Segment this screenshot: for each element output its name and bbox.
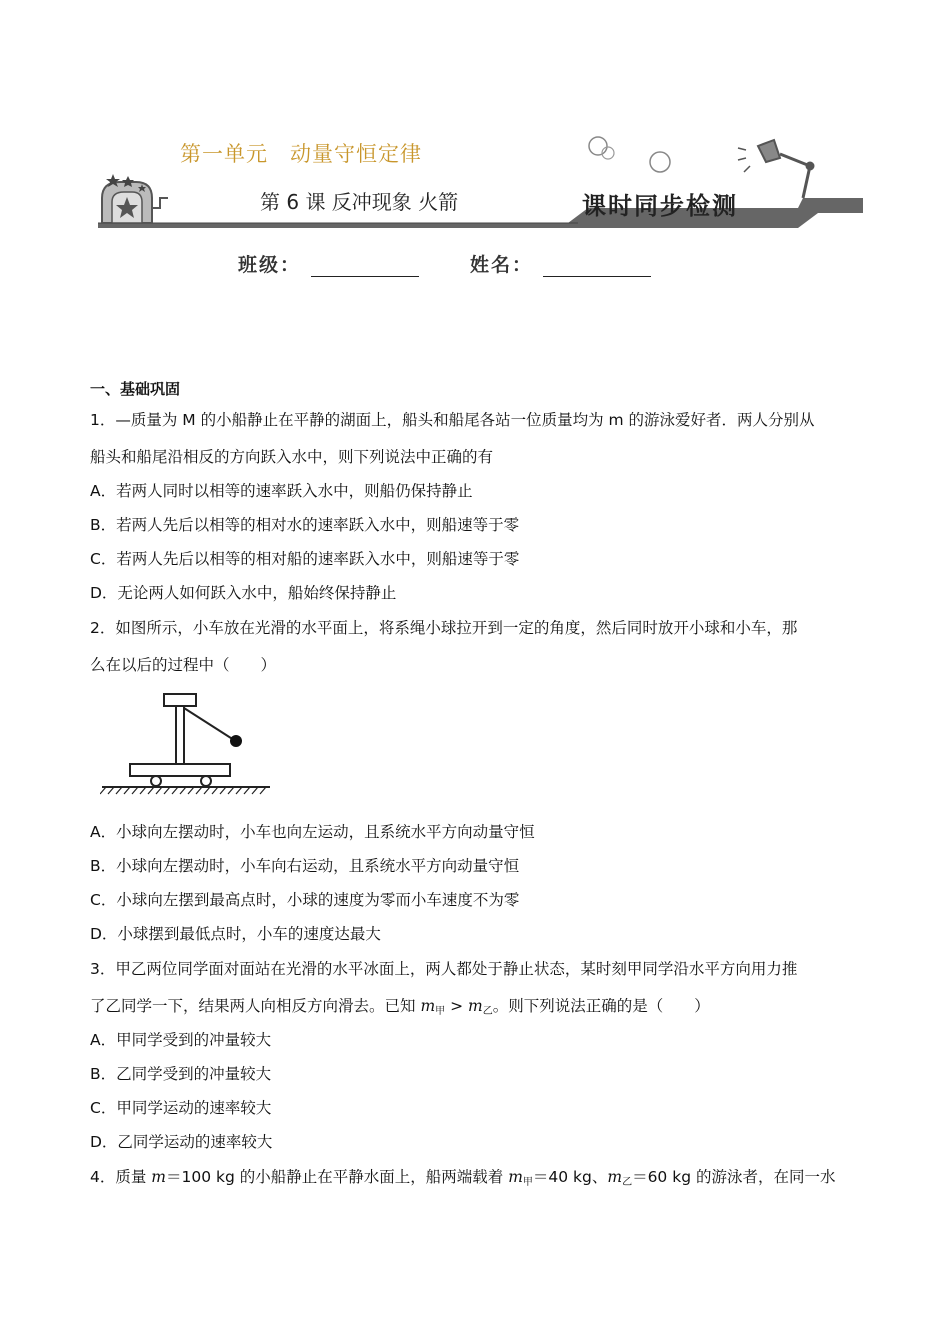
q2-option-b: B．小球向左摆动时，小车向右运动，且系统水平方向动量守恒: [90, 857, 520, 875]
pendulum-ball: [230, 735, 242, 747]
section-title: 一、基础巩固: [90, 380, 181, 398]
cart-wheel-left: [151, 776, 161, 786]
q2-stem-line1: 2．如图所示，小车放在光滑的水平面上，将系绳小球拉开到一定的角度，然后同时放开小球和小车，那: [90, 619, 798, 637]
q1-stem-line1: 1．—质量为 M 的小船静止在平静的湖面上，船头和船尾各站一位质量均为 m 的游泳爱好者．两人分别从: [90, 411, 815, 429]
q4-stem-line1: 4．质量 m＝100 kg 的小船静止在平静水面上，船两端载着 $m_甲=40$ kg、$m_乙=60$ kg 的游泳者，在同一水: [90, 1168, 836, 1188]
class-label: 班级：: [238, 254, 302, 276]
class-blank[interactable]: [311, 256, 419, 277]
q1-stem-line2: 船头和船尾沿相反的方向跃入水中，则下列说法中正确的有: [90, 448, 494, 466]
q2-option-d: D．小球摆到最低点时，小车的速度达最大: [90, 925, 381, 943]
cart-wheel-right: [201, 776, 211, 786]
q1-option-c: C．若两人先后以相等的相对船的速率跃入水中，则船速等于零: [90, 550, 520, 568]
unit-title: 第一单元 动量守恒定律: [180, 142, 422, 166]
cart-body: [130, 764, 230, 776]
star-badge-icon: [102, 174, 168, 223]
brand-title: 课时同步检测: [582, 192, 738, 220]
q2-option-c: C．小球向左摆到最高点时，小球的速度为零而小车速度不为零: [90, 891, 520, 909]
pendulum-string: [184, 708, 234, 740]
desk-lamp-icon: [738, 140, 813, 198]
q3-option-b: B．乙同学受到的冲量较大: [90, 1065, 272, 1083]
top-bar: [164, 694, 196, 706]
q3-stem-line1: 3．甲乙两位同学面对面站在光滑的水平冰面上，两人都处于静止状态，某时刻甲同学沿水平方向用力推: [90, 960, 798, 978]
lesson-title: 第 6 课 反冲现象 火箭: [260, 190, 459, 214]
q1-option-d: D．无论两人如何跃入水中，船始终保持静止: [90, 584, 397, 602]
bubble-icon: [589, 137, 607, 155]
q1-option-a: A．若两人同时以相等的速率跃入水中，则船仍保持静止: [90, 482, 473, 500]
ground-hatching: [100, 787, 266, 794]
name-field[interactable]: [470, 250, 651, 277]
q2-stem-line2: 么在以后的过程中（ ）: [90, 656, 277, 674]
vertical-post: [176, 706, 184, 764]
q2-option-a: A．小球向左摆动时，小车也向左运动，且系统水平方向动量守恒: [90, 823, 535, 841]
name-blank[interactable]: [543, 256, 651, 277]
q3-option-d: D．乙同学运动的速率较大: [90, 1133, 273, 1151]
name-label: 姓名：: [470, 254, 534, 276]
q3-stem-line2: 了乙同学一下，结果两人向相反方向滑去。已知 $m_甲 > m_乙$。则下列说法正确的是（ ）: [90, 997, 710, 1017]
class-field[interactable]: [238, 250, 419, 277]
q3-option-c: C．甲同学运动的速率较大: [90, 1099, 272, 1117]
pendulum-cart-figure: [100, 690, 275, 804]
q1-option-b: B．若两人先后以相等的相对水的速率跃入水中，则船速等于零: [90, 516, 520, 534]
q3-option-a: A．甲同学受到的冲量较大: [90, 1031, 272, 1049]
